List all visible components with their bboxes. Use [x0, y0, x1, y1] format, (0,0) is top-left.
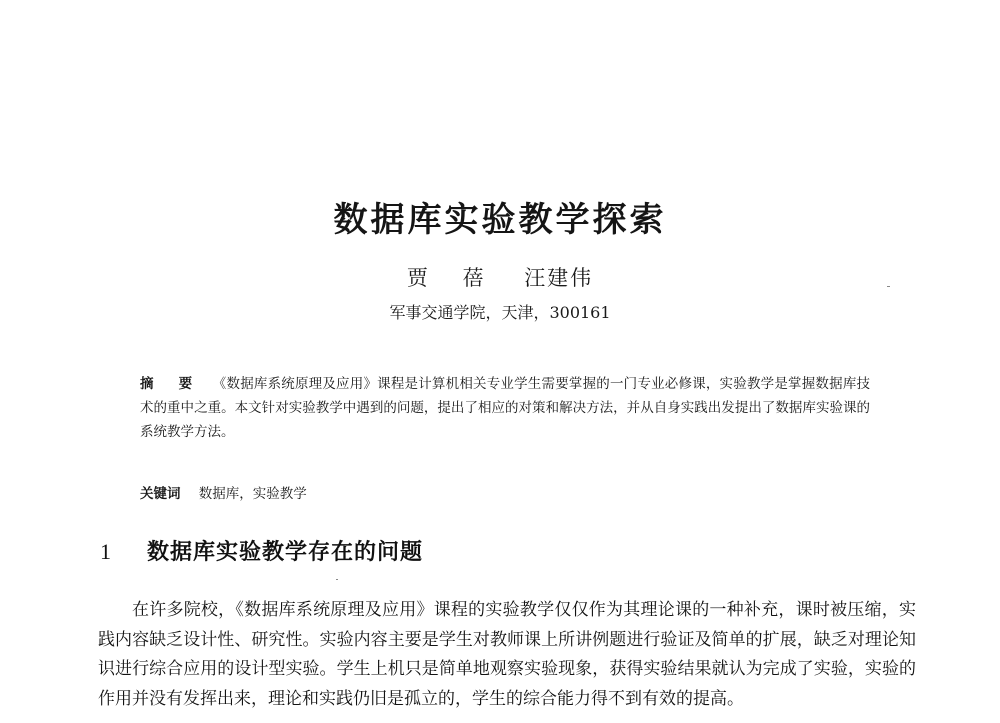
affiliation: 军事交通学院，天津，300161 [389, 303, 611, 322]
keywords-label: 关键词 [140, 486, 181, 502]
abstract-label: 摘 要 [140, 376, 203, 392]
keywords [140, 482, 870, 502]
paper-title: 数据库实验教学探索 [333, 200, 667, 240]
abstract [140, 372, 870, 444]
abstract-text: 《数据库系统原理及应用》课程是计算机相关专业学生需要掌握的一门专业必修课，实验教学是掌握数据库技术的重中之重。本文针对实验教学中遇到的问题，提出了相应的对策和解决方法，并从自身实践出发提出了数据库实验课的系统教学方法。 [140, 376, 871, 440]
author-name: 汪建伟 [524, 266, 594, 290]
author-line [0, 262, 1000, 292]
scan-speck [336, 579, 338, 580]
author-name: 贾 蓓 [406, 266, 498, 290]
section-title: 数据库实验教学存在的问题 [147, 540, 424, 565]
body-paragraph: 在许多院校，《数据库系统原理及应用》课程的实验教学仅仅作为其理论课的一种补充，课时被压缩，实践内容缺乏设计性、研究性。实验内容主要是学生对教师课上所讲例题进行验证及简单的扩展，缺乏对理论知识进行综合应用的设计型实验。学生上机只是简单地观察实验现象，获得实验结果就认为完成了实验，实验的作用并没有发挥出来，理论和实践仍旧是孤立的，学生的综合能力得不到有效的提高。 [98, 600, 916, 709]
scan-speck [887, 286, 890, 287]
section-number: 1 [100, 539, 111, 564]
keywords-text: 数据库，实验教学 [198, 486, 307, 502]
section-heading [100, 535, 900, 566]
